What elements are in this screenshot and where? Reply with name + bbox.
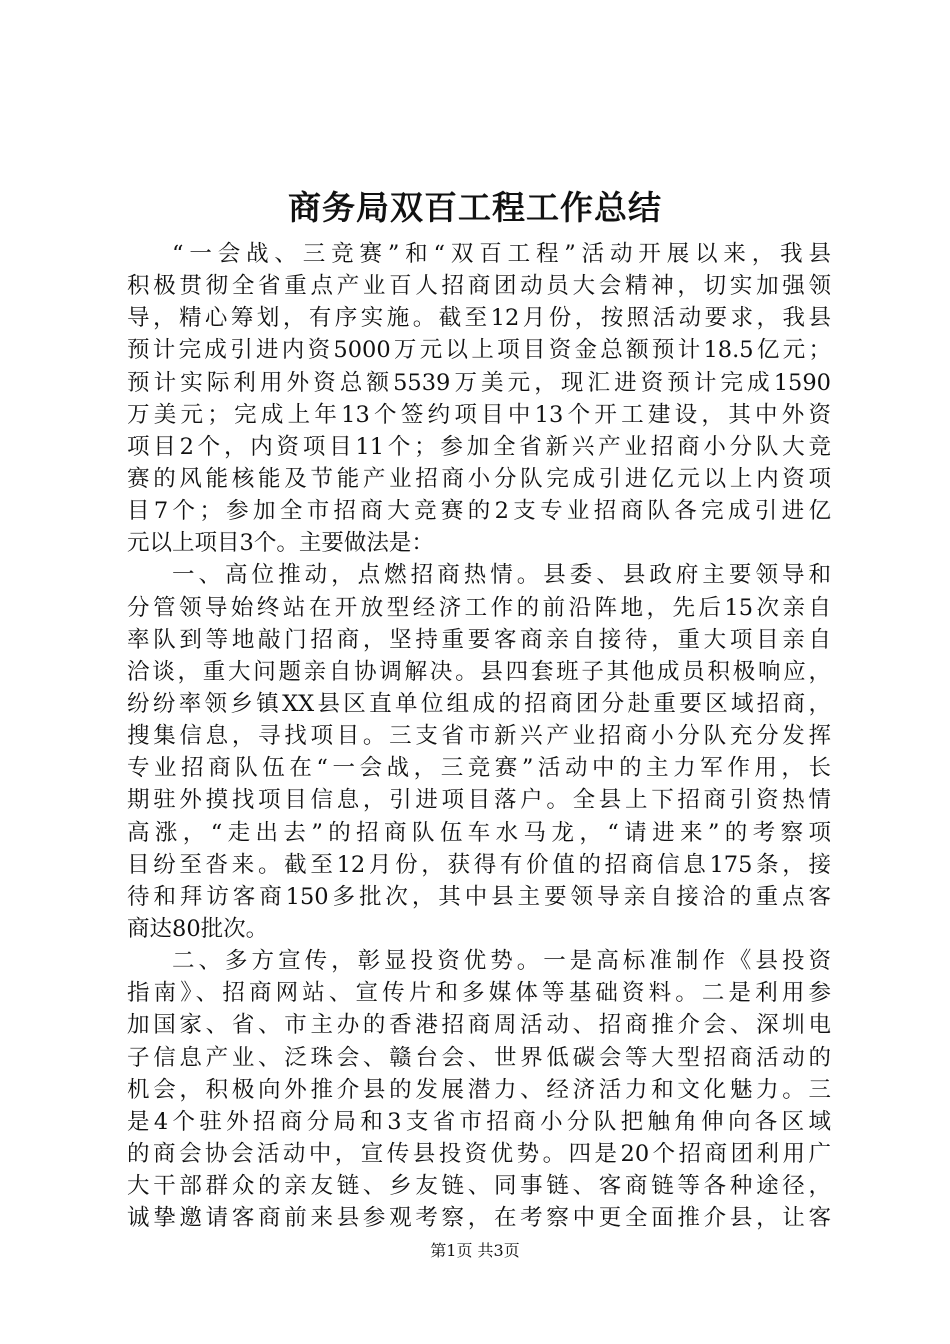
paragraph-1-line: 项目2个，内资项目11个；参加全省新兴产业招商小分队大竞 xyxy=(127,433,831,460)
paragraph-3-line: 大干部群众的亲友链、乡友链、同事链、客商链等各种途径， xyxy=(127,1173,831,1200)
page-number-footer: 第1页 共3页 xyxy=(430,1241,520,1260)
paragraph-1-line: 元以上项目3个。主要做法是： xyxy=(127,530,434,557)
paragraph-1-line: 赛的风能核能及节能产业招商小分队完成引进亿元以上内资项 xyxy=(127,465,831,492)
paragraph-1-line: “一会战、三竞赛”和“双百工程”活动开展以来，我县 xyxy=(172,241,831,267)
paragraph-1-line: 目7个；参加全市招商大竞赛的2支专业招商队各完成引进亿 xyxy=(127,498,831,525)
paragraph-1-line: 导，精心筹划，有序实施。截至12月份，按照活动要求，我县 xyxy=(127,305,831,332)
paragraph-3-line: 子信息产业、泛珠会、赣台会、世界低碳会等大型招商活动的 xyxy=(127,1044,831,1071)
paragraph-2-line: 待和拜访客商150多批次，其中县主要领导亲自接洽的重点客 xyxy=(127,883,831,910)
paragraph-2-line: 率队到等地敲门招商，坚持重要客商亲自接待，重大项目亲自 xyxy=(127,626,831,653)
paragraph-3-line: 指南》、招商网站、宣传片和多媒体等基础资料。二是利用参 xyxy=(127,980,831,1007)
paragraph-2-line: 期驻外摸找项目信息，引进项目落户。全县上下招商引资热情 xyxy=(127,787,831,814)
document-body xyxy=(127,238,831,1234)
paragraph-1-line: 万美元；完成上年13个签约项目中13个开工建设，其中外资 xyxy=(127,401,831,428)
paragraph-2-line: 纷纷率领乡镇XX县区直单位组成的招商团分赴重要区域招商， xyxy=(127,690,831,717)
paragraph-2-line: 专业招商队伍在“一会战，三竞赛”活动中的主力军作用，长 xyxy=(127,755,831,782)
paragraph-2-line: 分管领导始终站在开放型经济工作的前沿阵地，先后15次亲自 xyxy=(127,594,831,621)
paragraph-2-line: 洽谈，重大问题亲自协调解决。县四套班子其他成员积极响应， xyxy=(127,658,831,685)
paragraph-3-line: 二、多方宣传，彰显投资优势。一是高标准制作《县投资 xyxy=(172,948,831,975)
paragraph-3-line: 诚挚邀请客商前来县参观考察，在考察中更全面推介县，让客 xyxy=(127,1205,831,1232)
paragraph-2-line: 商达80批次。 xyxy=(127,915,269,942)
page-title: 商务局双百工程工作总结 xyxy=(288,188,662,227)
paragraph-3-line: 机会，积极向外推介县的发展潜力、经济活力和文化魅力。三 xyxy=(127,1076,831,1103)
paragraph-1-line: 预计实际利用外资总额5539万美元，现汇进资预计完成1590 xyxy=(127,369,831,396)
paragraph-1-line: 预计完成引进内资5000万元以上项目资金总额预计18.5亿元； xyxy=(127,337,831,364)
paragraph-1-line: 积极贯彻全省重点产业百人招商团动员大会精神，切实加强领 xyxy=(127,273,831,300)
paragraph-3-line: 是4个驻外招商分局和3支省市招商小分队把触角伸向各区域 xyxy=(127,1108,831,1135)
paragraph-2-line: 高涨，“走出去”的招商队伍车水马龙，“请进来”的考察项 xyxy=(127,819,831,846)
paragraph-2-line: 目纷至沓来。截至12月份，获得有价值的招商信息175条，接 xyxy=(127,851,831,878)
paragraph-2-line: 一、高位推动，点燃招商热情。县委、县政府主要领导和 xyxy=(172,562,831,589)
paragraph-2-line: 搜集信息，寻找项目。三支省市新兴产业招商小分队充分发挥 xyxy=(127,723,831,750)
paragraph-3-line: 加国家、省、市主办的香港招商周活动、招商推介会、深圳电 xyxy=(127,1012,831,1039)
paragraph-3-line: 的商会协会活动中，宣传县投资优势。四是20个招商团利用广 xyxy=(127,1140,831,1167)
